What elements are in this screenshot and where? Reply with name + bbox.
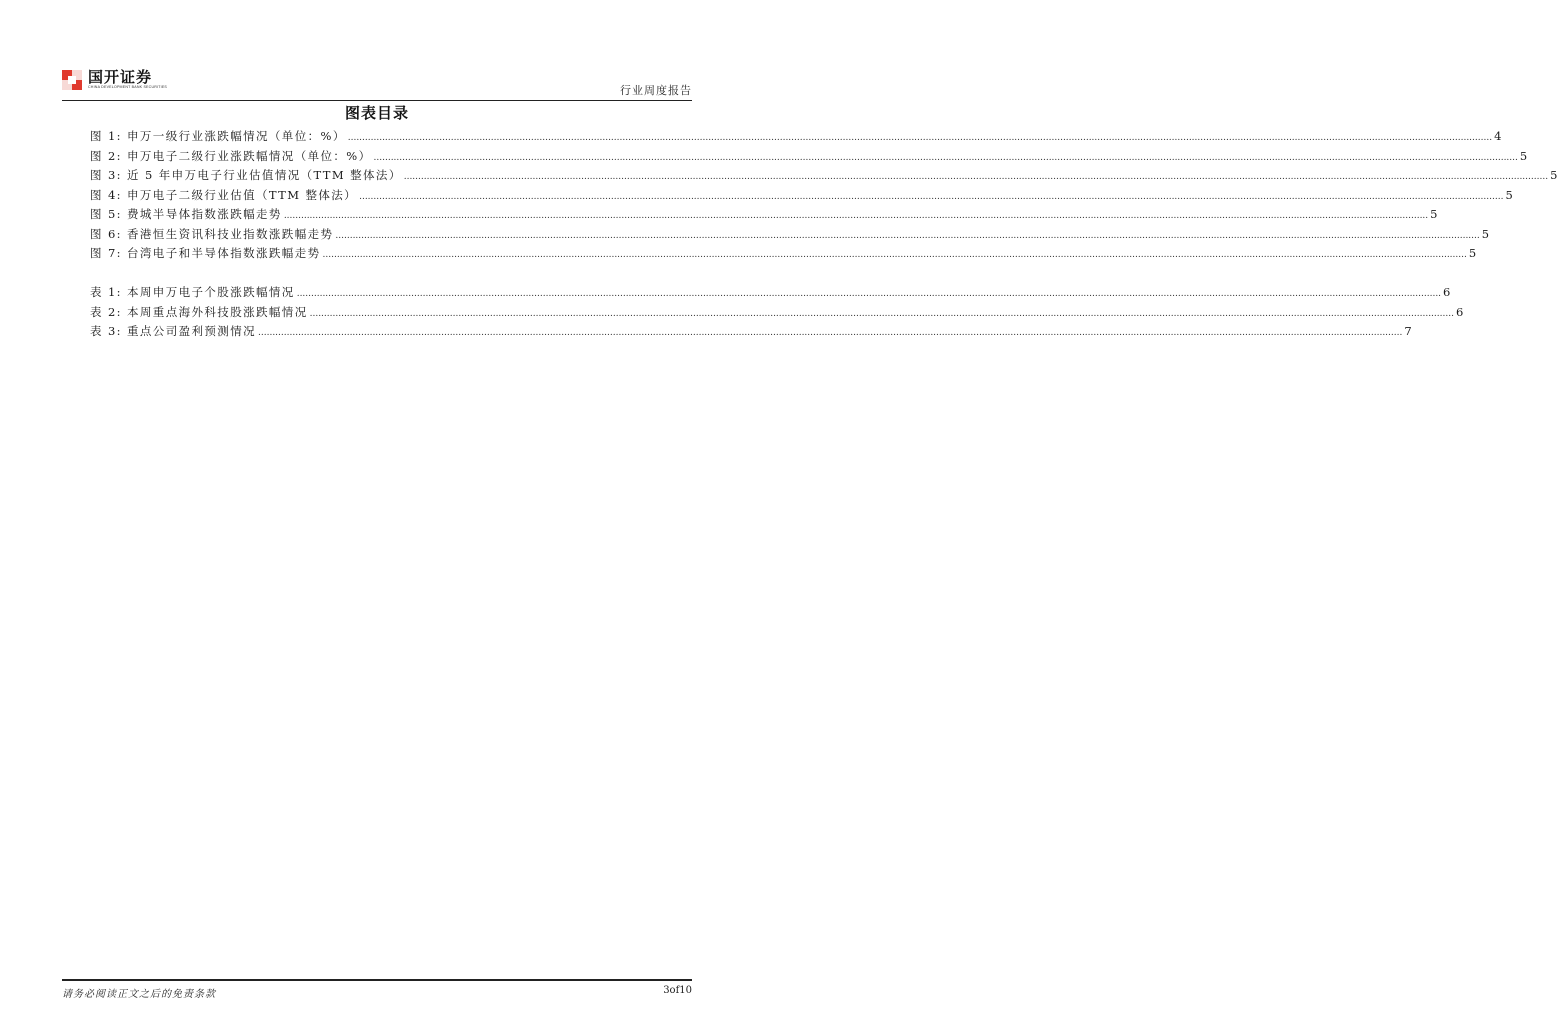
toc-entry-figure-1[interactable] [90, 128, 1502, 148]
toc-entry-page: 5 [1430, 207, 1438, 221]
page-indicator: 3of10 [663, 985, 692, 996]
report-type-label: 行业周度报告 [620, 84, 692, 97]
toc-leader-dots: ................................................................................................................................................................................................................................................................................................................................................................................................................ [258, 328, 1403, 338]
toc-entry-page: 5 [1505, 187, 1513, 202]
toc-entry-figure-6[interactable] [90, 226, 1490, 246]
table-list [90, 284, 1464, 343]
footer-divider [62, 979, 692, 981]
toc-entry-label: 图 1: 申万一级行业涨跌幅情况（单位：%） [90, 129, 346, 143]
toc-entry-table-1[interactable] [90, 284, 1451, 304]
toc-entry-figure-5[interactable] [90, 206, 1438, 226]
page-header [62, 66, 692, 100]
toc-entry-table-2[interactable] [90, 304, 1464, 324]
toc-entry-label: 表 2: 本周重点海外科技股涨跌幅情况 [90, 304, 308, 319]
toc-entry-label: 图 2: 申万电子二级行业涨跌幅情况（单位：%） [90, 148, 372, 163]
toc-entry-figure-4[interactable] [90, 187, 1513, 207]
toc-entry-page: 5 [1481, 226, 1490, 241]
header-divider [62, 100, 692, 101]
toc-entry-label: 表 1: 本周申万电子个股涨跌幅情况 [90, 285, 295, 299]
toc-entry-page: 6 [1455, 304, 1464, 319]
toc-entry-page: 5 [1550, 168, 1557, 182]
footer-disclaimer: 请务必阅读正文之后的免责条款 [62, 989, 216, 1000]
toc-entry-page: 7 [1404, 324, 1412, 338]
toc-entry-page: 5 [1468, 246, 1477, 260]
toc-entry-label: 图 4: 申万电子二级行业估值（TTM 整体法） [90, 187, 358, 202]
toc-leader-dots: ................................................................................................................................................................................................................................................................................................................................................................................................................ [322, 250, 1467, 260]
toc-entry-label: 图 6: 香港恒生资讯科技业指数涨跌幅走势 [90, 226, 334, 241]
toc-entry-page: 4 [1494, 129, 1502, 143]
toc-entry-label: 表 3: 重点公司盈利预测情况 [90, 324, 257, 338]
toc-leader-dots: ................................................................................................................................................................................................................................................................................................................................................................................................................ [359, 191, 1504, 202]
toc-entry-label: 图 7: 台湾电子和半导体指数涨跌幅走势 [90, 246, 321, 260]
toc-entry-figure-3[interactable] [90, 167, 1557, 187]
toc-entry-figure-2[interactable] [90, 148, 1528, 168]
toc-leader-dots: ................................................................................................................................................................................................................................................................................................................................................................................................................ [373, 152, 1518, 163]
toc-entry-figure-7[interactable] [90, 245, 1477, 265]
brand-name-en: CHINA DEVELOPMENT BANK SECURITIES [88, 85, 168, 89]
toc-title: 图表目录 [344, 104, 409, 122]
figure-list [90, 128, 1557, 265]
toc-entry-page: 5 [1519, 148, 1528, 163]
toc-leader-dots: ................................................................................................................................................................................................................................................................................................................................................................................................................ [335, 230, 1480, 241]
toc-entry-page: 6 [1443, 285, 1451, 299]
toc-leader-dots: ................................................................................................................................................................................................................................................................................................................................................................................................................ [347, 133, 1493, 143]
brand-logo [62, 69, 167, 90]
toc-entry-table-3[interactable] [90, 323, 1412, 343]
brand-name-cn: 国开证券 [88, 68, 153, 86]
toc-entry-label: 图 3: 近 5 年申万电子行业估值情况（TTM 整体法） [90, 168, 402, 182]
toc-entry-label: 图 5: 费城半导体指数涨跌幅走势 [90, 207, 282, 221]
toc-leader-dots: ................................................................................................................................................................................................................................................................................................................................................................................................................ [403, 172, 1549, 182]
toc-leader-dots: ................................................................................................................................................................................................................................................................................................................................................................................................................ [309, 308, 1454, 319]
toc-leader-dots: ................................................................................................................................................................................................................................................................................................................................................................................................................ [283, 211, 1429, 221]
toc-leader-dots: ................................................................................................................................................................................................................................................................................................................................................................................................................ [296, 289, 1442, 299]
logo-mark-icon [62, 70, 82, 90]
